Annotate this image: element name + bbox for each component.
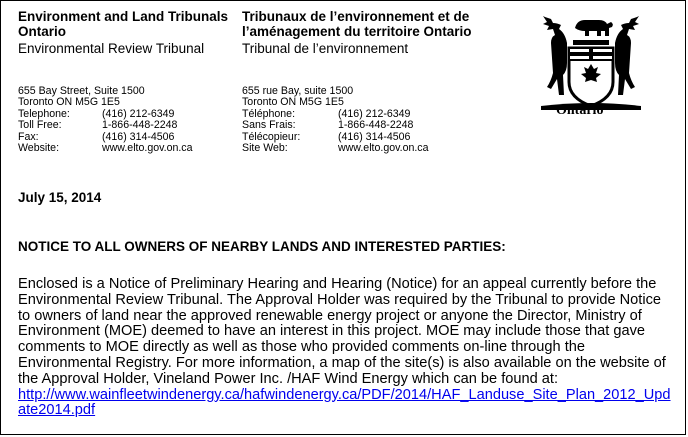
body-line: Environment (MOE) deemed to have an interest in this project. MOE may include those that gave bbox=[18, 323, 646, 340]
site-plan-link-continued[interactable]: ate2014.pdf bbox=[18, 402, 96, 419]
org-name-fr-line2: l’aménagement du territoire Ontario bbox=[242, 24, 472, 39]
org-name-fr-line1: Tribunaux de l’environnement et de bbox=[242, 9, 470, 24]
body-line: the Approval Holder, Vineland Power Inc. /HAF Wind Energy which can be found at: bbox=[18, 370, 559, 387]
contact-value: 1-866-448-2248 bbox=[338, 119, 414, 132]
address-line1-fr: 655 rue Bay, suite 1500 bbox=[242, 85, 354, 97]
contact-label: Telephone: bbox=[18, 107, 70, 120]
contact-value: (416) 314-4506 bbox=[338, 130, 411, 143]
contact-row-website-en bbox=[18, 143, 193, 154]
ontario-logo-text: Ontario bbox=[556, 103, 604, 118]
notice-title: NOTICE TO ALL OWNERS OF NEARBY LANDS AND INTERESTED PARTIES: bbox=[18, 239, 506, 254]
notice-body bbox=[18, 277, 678, 419]
body-line: Environmental Registry. For more information, a map of the site(s) is also available on the website of bbox=[18, 354, 666, 371]
contact-value: (416) 314-4506 bbox=[102, 130, 175, 143]
contact-label: Sans Frais: bbox=[242, 119, 296, 132]
address-line2-fr: Toronto ON M5G 1E5 bbox=[242, 96, 344, 109]
contact-label: Télécopieur: bbox=[242, 130, 301, 143]
address-block-fr bbox=[242, 86, 429, 154]
contact-value: (416) 212-6349 bbox=[338, 107, 411, 120]
org-name-en-line2: Ontario bbox=[18, 24, 67, 39]
body-line: Environmental Review Tribunal. The Approval Holder was required by the Tribunal to provide Notice bbox=[18, 291, 662, 308]
body-line: to owners of land near the approved renewable energy project or anyone the Director, Ministry of bbox=[18, 307, 642, 324]
contact-value: www.elto.gov.on.ca bbox=[338, 142, 429, 155]
body-line: Enclosed is a Notice of Preliminary Hearing and Hearing (Notice) for an appeal currently before the bbox=[18, 276, 657, 292]
body-line: comments to MOE directly as well as those who provided comments on-line through the bbox=[18, 339, 585, 356]
address-line1-en: 655 Bay Street, Suite 1500 bbox=[18, 85, 145, 97]
letter-date: July 15, 2014 bbox=[18, 190, 102, 205]
contact-value: (416) 212-6349 bbox=[102, 107, 175, 120]
tribunal-name-fr: Tribunal de l’environnement bbox=[242, 41, 409, 56]
contact-value: www.elto.gov.on.ca bbox=[102, 142, 193, 155]
tribunal-name-en: Environmental Review Tribunal bbox=[18, 41, 205, 56]
contact-label: Fax: bbox=[18, 130, 39, 143]
contact-value: 1-866-448-2248 bbox=[102, 119, 178, 132]
contact-label: Téléphone: bbox=[242, 107, 296, 120]
address-line2-en: Toronto ON M5G 1E5 bbox=[18, 96, 120, 109]
contact-row-website-fr bbox=[242, 143, 429, 154]
contact-label: Website: bbox=[18, 142, 60, 155]
address-block-en bbox=[18, 86, 193, 154]
contact-row-tollfree-fr bbox=[242, 120, 429, 131]
site-plan-link[interactable]: http://www.wainfleetwindenergy.ca/hafwindenergy.ca/PDF/2014/HAF_Landuse_Site_Plan_2012_Upd bbox=[18, 386, 671, 403]
contact-label: Site Web: bbox=[242, 142, 288, 155]
org-name-en-line1: Environment and Land Tribunals bbox=[18, 9, 229, 24]
contact-label: Toll Free: bbox=[18, 119, 62, 132]
contact-row-tollfree-en bbox=[18, 120, 193, 131]
